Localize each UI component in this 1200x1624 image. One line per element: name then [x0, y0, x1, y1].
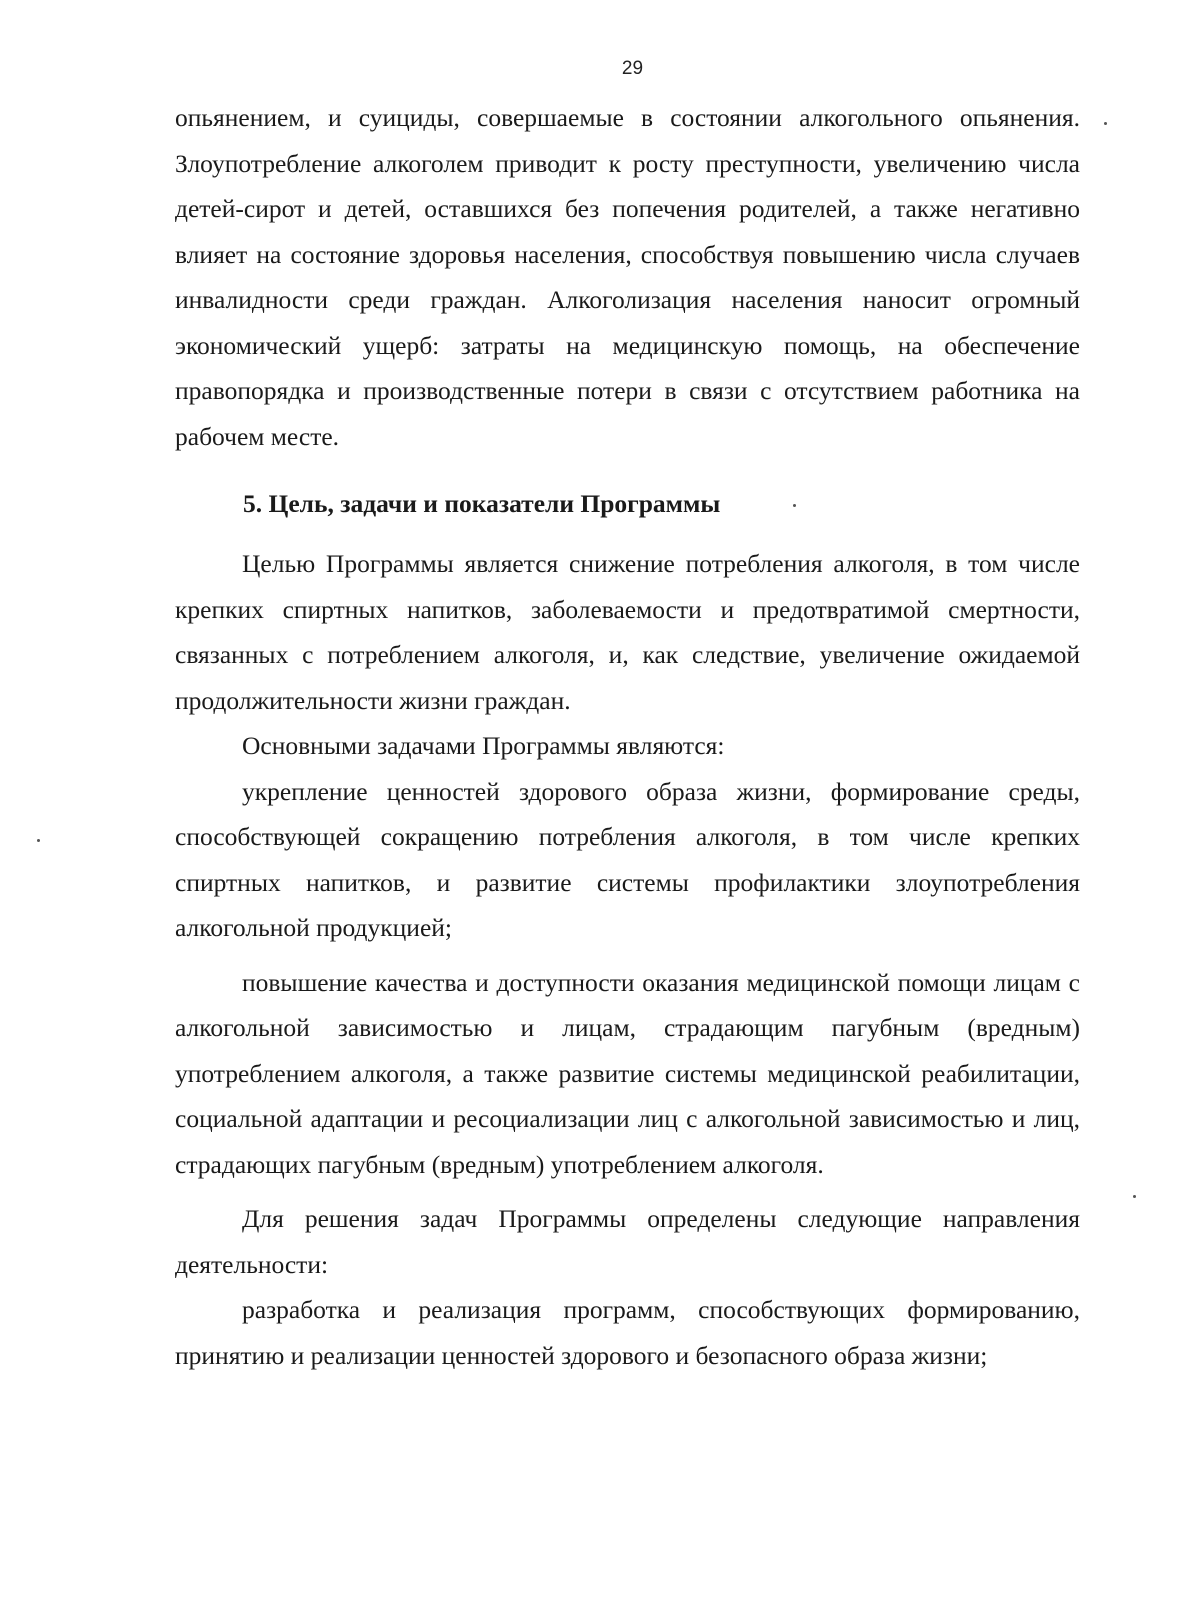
- direction-1-paragraph: разработка и реализация программ, способствующих формированию, принятию и реализации ценностей здорового и безопасного образа жизни;: [175, 1295, 1080, 1370]
- section-heading: 5. Цель, задачи и показатели Программы: [243, 489, 721, 518]
- goal-paragraph: Целью Программы является снижение потребления алкоголя, в том числе крепких спиртных напитков, заболеваемости и предотвратимой смертности, связанных с потреблением алкоголя, и, как следствие, увеличение ожидаемой продолжительности жизни граждан.: [175, 549, 1080, 715]
- intro-paragraph-block: [175, 95, 1080, 459]
- section-body: [175, 541, 1080, 1378]
- scan-speck: [1133, 1195, 1136, 1198]
- scan-speck: [1104, 122, 1107, 125]
- task-1-paragraph: укрепление ценностей здорового образа жизни, формирование среды, способствующей сокращению потребления алкоголя, в том числе крепких спиртных напитков, и развитие системы профилактики злоупотребления алкогольной продукцией;: [175, 776, 1080, 942]
- tasks-intro-paragraph: Основными задачами Программы являются:: [242, 731, 725, 760]
- page-number: 29: [621, 58, 644, 79]
- task-2-paragraph: повышение качества и доступности оказания медицинской помощи лицам с алкогольной зависимостью и лицам, страдающим пагубным (вредным) употреблением алкоголя, а также развитие системы медицинской реабилитации, социальной адаптации и ресоциализации лиц с алкогольной зависимостью и лиц, страдающих пагубным (вредным) употреблением алкоголя.: [175, 967, 1080, 1179]
- paragraph-continuation: опьянением, и суициды, совершаемые в состоянии алкогольного опьянения. Злоупотребление алкоголем приводит к росту преступности, увеличению числа детей-сирот и детей, оставшихся без попечения родителей, а также негативно влияет на состояние здоровья населения, способствуя повышению числа случаев инвалидности среди граждан. Алкоголизация населения наносит огромный экономический ущерб: затраты на медицинскую помощь, на обеспечение правопорядка и производственные потери в связи с отсутствием работника на рабочем месте.: [175, 103, 1080, 451]
- scan-speck: [37, 839, 40, 842]
- scan-speck: [793, 504, 796, 507]
- directions-intro-paragraph: Для решения задач Программы определены следующие направления деятельности:: [175, 1204, 1080, 1279]
